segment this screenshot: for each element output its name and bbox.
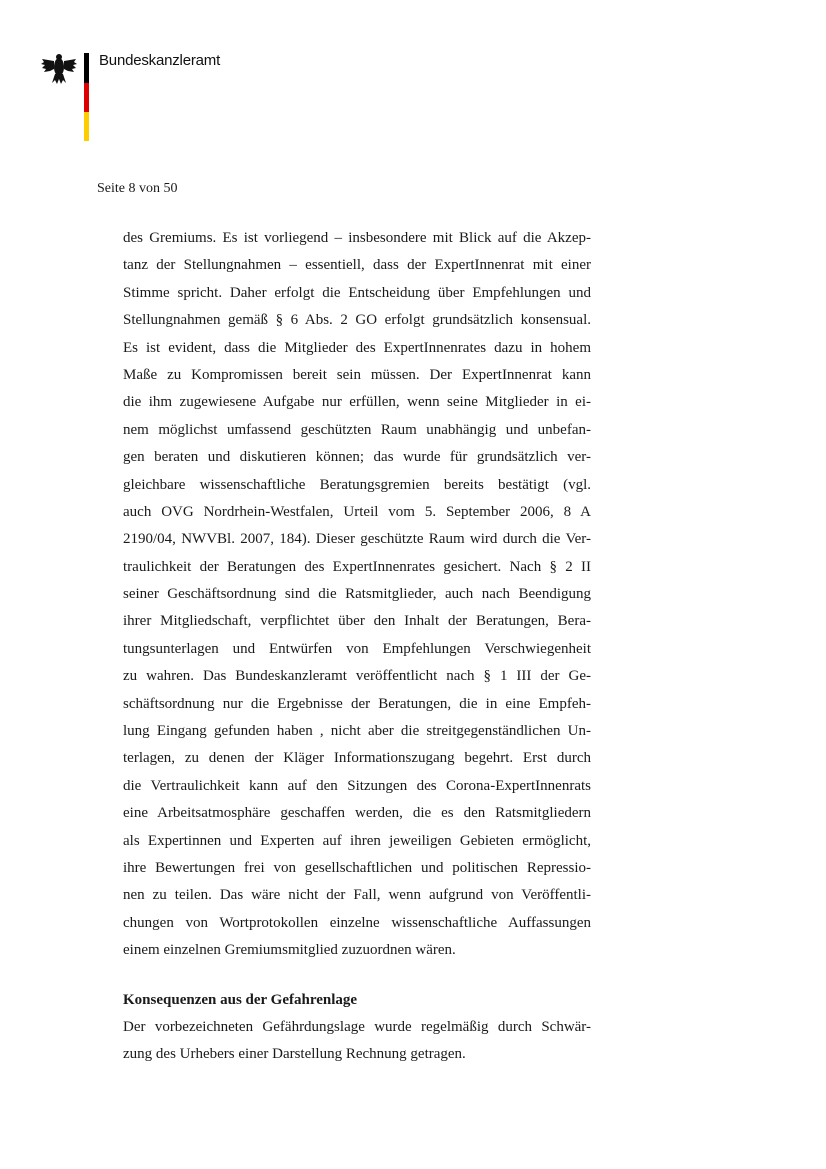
text-line: eine Arbeitsatmosphäre geschaffen werden, die es den Ratsmitgliedern xyxy=(123,805,591,822)
text-line: zung des Urhebers einer Darstellung Rechnung getragen. xyxy=(123,1046,466,1063)
text-line: nen zu teilen. Das wäre nicht der Fall, wenn aufgrund von Veröffentli- xyxy=(123,887,591,904)
text-line: die Vertraulichkeit kann auf den Sitzungen des Corona-ExpertInnenrats xyxy=(123,777,591,794)
organization-name: Bundeskanzleramt xyxy=(99,52,221,69)
text-line: Der vorbezeichneten Gefährdungslage wurde regelmäßig durch Schwär- xyxy=(123,1018,591,1035)
text-line: nem möglichst umfassend geschützten Raum unabhängig und unbefan- xyxy=(123,421,591,438)
federal-eagle-icon xyxy=(41,52,77,86)
text-line: chungen von Wortprotokollen einzelne wissenschaftliche Auffassungen xyxy=(123,914,591,931)
text-line: zu wahren. Das Bundeskanzleramt veröffentlicht nach § 1 III der Ge- xyxy=(123,668,591,685)
text-line: 2190/04, NWVBl. 2007, 184). Dieser geschützte Raum wird durch die Ver- xyxy=(123,531,591,548)
flag-red-stripe xyxy=(84,83,89,112)
text-line: gen beraten und diskutieren können; das wurde für grundsätzlich ver- xyxy=(123,449,591,466)
text-line: Stimme spricht. Daher erfolgt die Entscheidung über Empfehlungen und xyxy=(123,284,591,301)
text-line: des Gremiums. Es ist vorliegend – insbesondere mit Blick auf die Akzep- xyxy=(123,230,591,246)
text-line: terlagen, zu denen der Kläger Informationszugang begehrt. Erst durch xyxy=(123,750,591,767)
text-line: auch OVG Nordrhein-Westfalen, Urteil vom 5. September 2006, 8 A xyxy=(123,503,591,520)
paragraph-2 xyxy=(123,1017,591,1072)
text-line: tungsunterlagen und Entwürfen von Empfehlungen Verschwiegenheit xyxy=(123,640,591,657)
text-line: seiner Geschäftsordnung sind die Ratsmitglieder, auch nach Beendigung xyxy=(123,586,591,603)
page-number: Seite 8 von 50 xyxy=(97,181,178,196)
flag-gold-stripe xyxy=(84,112,89,141)
text-line: als Expertinnen und Experten auf ihren jeweiligen Gebieten ermöglicht, xyxy=(123,832,591,849)
text-line: Stellungnahmen gemäß § 6 Abs. 2 GO erfolgt grundsätzlich konsensual. xyxy=(123,312,591,329)
flag-bar xyxy=(84,53,89,141)
text-line: lung Eingang gefunden haben , nicht aber die streitgegenständlichen Un- xyxy=(123,723,591,740)
paragraph-1 xyxy=(123,228,591,968)
section-heading: Konsequenzen aus der Gefahrenlage xyxy=(123,991,358,1008)
document-body xyxy=(123,228,591,1072)
text-line: schäftsordnung nur die Ergebnisse der Beratungen, die in eine Empfeh- xyxy=(123,695,591,712)
text-line: traulichkeit der Beratungen des ExpertInnenrates gesichert. Nach § 2 II xyxy=(123,558,591,575)
text-line: Maße zu Kompromissen bereit sein müssen. Der ExpertInnenrat kann xyxy=(123,366,591,383)
text-line: einem einzelnen Gremiumsmitglied zuzuordnen wären. xyxy=(123,942,456,959)
text-line: gleichbare wissenschaftliche Beratungsgremien bereits bestätigt (vgl. xyxy=(123,476,591,493)
text-line: ihrer Mitgliedschaft, verpflichtet über den Inhalt der Beratungen, Bera- xyxy=(123,613,591,630)
text-line: die ihm zugewiesene Aufgabe nur erfüllen, wenn seine Mitglieder in ei- xyxy=(123,394,591,411)
text-line: tanz der Stellungnahmen – essentiell, dass der ExpertInnenrat mit einer xyxy=(123,257,591,274)
text-line: ihre Bewertungen frei von gesellschaftlichen und politischen Repressio- xyxy=(123,859,591,876)
text-line: Es ist evident, dass die Mitglieder des ExpertInnenrates dazu in hohem xyxy=(123,339,591,356)
flag-black-stripe xyxy=(84,53,89,83)
